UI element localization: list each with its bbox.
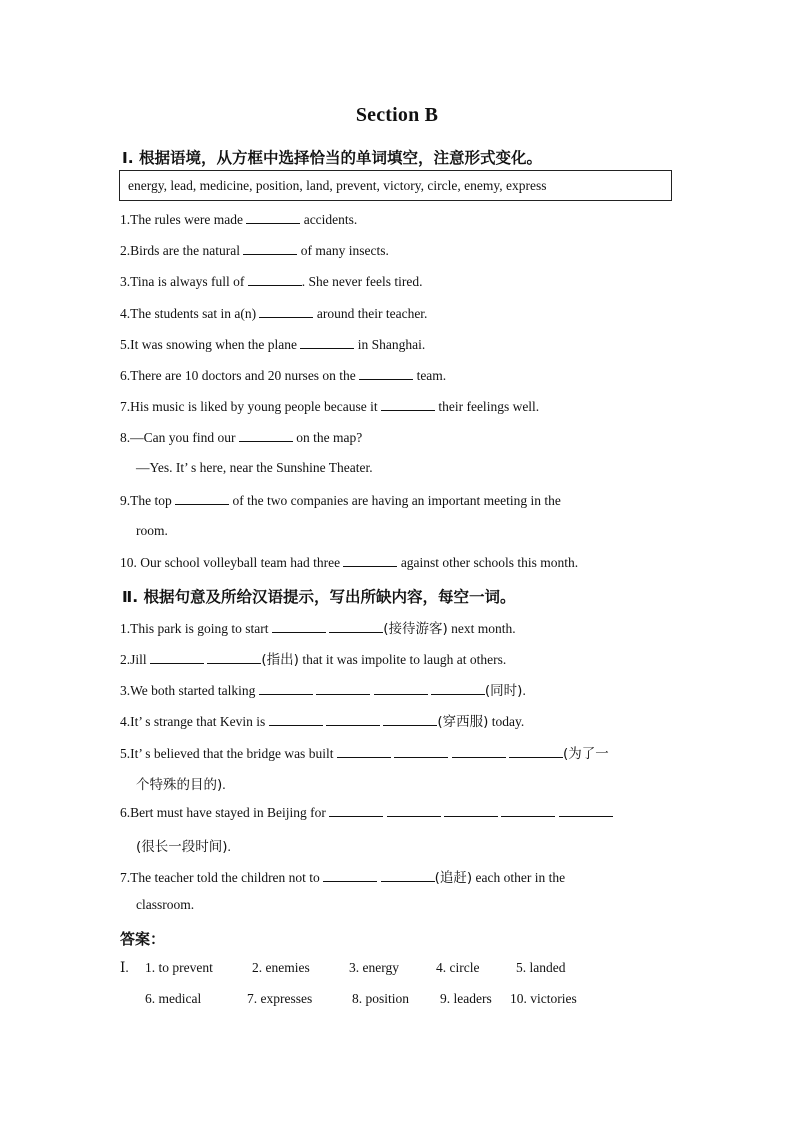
answer-blank[interactable] (300, 336, 354, 349)
question-line (120, 242, 389, 259)
answer-blank[interactable] (269, 713, 323, 726)
question-text: 3.We both started talking (120, 683, 259, 698)
answer-blank[interactable] (374, 682, 428, 695)
part1-heading: Ⅰ. 根据语境，从方框中选择恰当的单词填空，注意形式变化。 (122, 149, 543, 167)
answer-blank[interactable] (207, 651, 261, 664)
question-text: 1.This park is going to start (120, 621, 272, 636)
question-line (120, 398, 539, 415)
question-text: 10. Our school volleyball team had three (120, 555, 344, 570)
chinese-hint: (接待游客) (383, 621, 448, 637)
question-line (120, 554, 578, 571)
answer-blank[interactable] (329, 620, 383, 633)
answer-blank[interactable] (175, 492, 229, 505)
question-text: 6.There are 10 doctors and 20 nurses on the (120, 368, 360, 383)
chinese-hint: (同时) (484, 683, 523, 699)
question-line (120, 710, 524, 730)
question-text: 4.The students sat in a(n) (120, 306, 260, 321)
question-text: 9.The top (120, 493, 176, 508)
question-line (120, 211, 357, 228)
question-text: next month. (447, 621, 516, 636)
answer-blank[interactable] (387, 804, 441, 817)
question-text: 5.It was snowing when the plane (120, 337, 301, 352)
question-text: each other in the (472, 870, 566, 885)
answer-blank[interactable] (243, 242, 297, 255)
question-line (136, 835, 231, 855)
question-line (120, 492, 561, 509)
answer-blank[interactable] (316, 682, 370, 695)
word-box: energy, lead, medicine, position, land, prevent, victory, circle, enemy, express (119, 170, 672, 201)
question-line (136, 523, 168, 539)
question-text: 5.It’ s believed that the bridge was built (120, 746, 337, 761)
answer-item: 2. enemies (252, 960, 310, 975)
question-line (120, 679, 526, 699)
question-line (120, 866, 565, 886)
answer-item: 3. energy (349, 960, 399, 975)
question-text: that it was impolite to laugh at others. (298, 652, 507, 667)
answer-blank[interactable] (501, 804, 555, 817)
chinese-hint: (穿西服) (437, 714, 489, 730)
question-text: 3.Tina is always full of (120, 274, 248, 289)
answer-blank[interactable] (431, 682, 485, 695)
answer-item: 10. victories (510, 991, 577, 1006)
answer-item: 1. to prevent (145, 960, 213, 975)
section-title: Section B (355, 104, 439, 126)
answer-item: 7. expresses (247, 991, 313, 1006)
answers-label: 答案： (120, 930, 166, 948)
question-text: room. (136, 523, 168, 538)
question-text: 7.The teacher told the children not to (120, 870, 324, 885)
answer-blank[interactable] (239, 429, 293, 442)
answer-blank[interactable] (337, 745, 391, 758)
answer-blank[interactable] (248, 273, 302, 286)
question-line (120, 617, 516, 637)
question-text: 2.Jill (120, 652, 151, 667)
answer-blank[interactable] (272, 620, 326, 633)
question-line (120, 429, 362, 446)
answer-blank[interactable] (381, 869, 435, 882)
question-text: against other schools this month. (397, 555, 579, 570)
question-text: 2.Birds are the natural (120, 243, 244, 258)
answer-item: 9. leaders (440, 991, 492, 1006)
question-line (120, 367, 446, 384)
question-text: of the two companies are having an important meeting in the (229, 493, 561, 508)
question-text: . (222, 777, 226, 792)
question-text: of many insects. (297, 243, 389, 258)
answer-blank[interactable] (359, 367, 413, 380)
answer-blank[interactable] (246, 211, 300, 224)
answer-blank[interactable] (259, 682, 313, 695)
question-text: 4.It’ s strange that Kevin is (120, 714, 269, 729)
question-line (120, 273, 422, 290)
question-text: today. (488, 714, 525, 729)
answer-blank[interactable] (452, 745, 506, 758)
answer-blank[interactable] (394, 745, 448, 758)
answer-row (120, 960, 129, 976)
chinese-hint: (追赶) (434, 870, 473, 886)
question-text: around their teacher. (313, 306, 428, 321)
answer-blank[interactable] (509, 745, 563, 758)
answer-blank[interactable] (343, 554, 397, 567)
answer-blank[interactable] (150, 651, 204, 664)
question-line (136, 773, 226, 793)
answer-blank[interactable] (444, 804, 498, 817)
question-text: classroom. (136, 897, 195, 912)
question-text: team. (413, 368, 447, 383)
part2-heading: Ⅱ. 根据句意及所给汉语提示，写出所缺内容，每空一词。 (122, 588, 516, 606)
question-line (136, 897, 194, 913)
answer-blank[interactable] (383, 713, 437, 726)
answer-item: 5. landed (516, 960, 566, 975)
question-text: their feelings well. (434, 399, 540, 414)
chinese-hint: (为了一 (562, 746, 609, 762)
question-line (120, 804, 613, 821)
chinese-hint: (指出) (261, 652, 299, 668)
answer-item: 4. circle (436, 960, 480, 975)
question-text: . She never feels tired. (301, 274, 423, 289)
answer-blank[interactable] (259, 305, 313, 318)
question-text: 8.—Can you find our (120, 430, 239, 445)
question-text: . (522, 683, 526, 698)
question-text: on the map? (292, 430, 363, 445)
chinese-hint: 个特殊的目的) (136, 777, 223, 793)
answer-blank[interactable] (323, 869, 377, 882)
answer-blank[interactable] (381, 398, 435, 411)
answer-prefix: Ⅰ. (120, 960, 129, 975)
question-line (120, 305, 427, 322)
answer-blank[interactable] (559, 804, 613, 817)
question-line (120, 336, 425, 353)
question-line (136, 460, 373, 476)
question-text: 7.His music is liked by young people because it (120, 399, 381, 414)
answer-item: 8. position (352, 991, 410, 1006)
question-text: in Shanghai. (354, 337, 426, 352)
question-text: 6.Bert must have stayed in Beijing for (120, 805, 330, 820)
question-text: 1.The rules were made (120, 212, 247, 227)
question-text: . (227, 839, 231, 854)
answer-blank[interactable] (329, 804, 383, 817)
chinese-hint: (很长一段时间) (136, 839, 228, 855)
question-line (120, 648, 506, 668)
answer-item: 6. medical (145, 991, 202, 1006)
answer-blank[interactable] (326, 713, 380, 726)
question-text: accidents. (300, 212, 358, 227)
question-text: —Yes. It’ s here, near the Sunshine Theater. (136, 460, 373, 475)
question-line (120, 742, 609, 762)
